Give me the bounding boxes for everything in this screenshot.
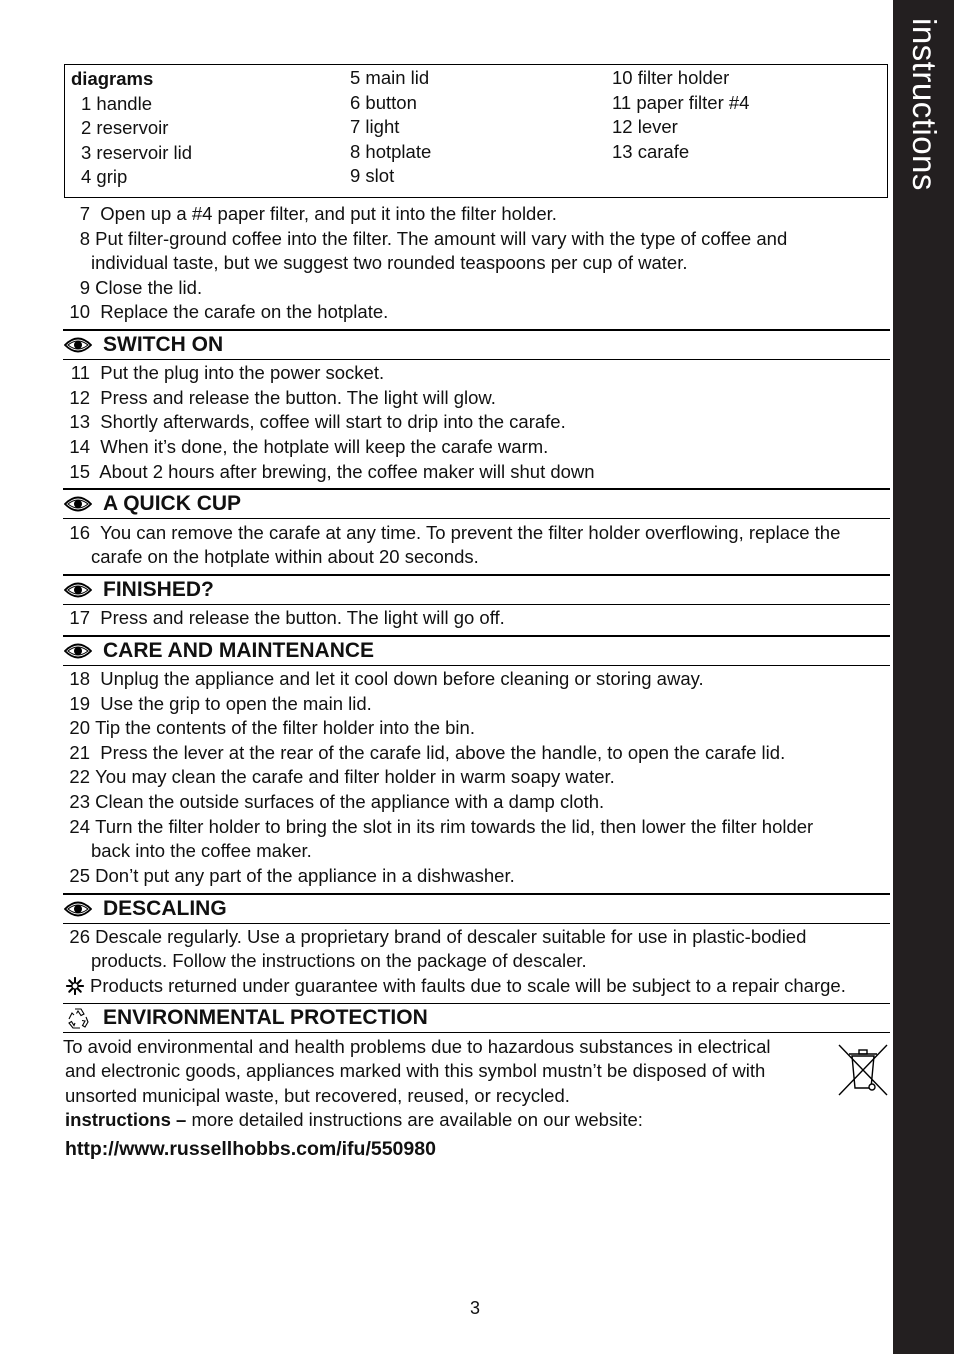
step-item: 13 Shortly afterwards, coffee will start to drip into the carafe. xyxy=(69,411,566,432)
environment-text: and electronic goods, appliances marked with this symbol mustn’t be disposed of with xyxy=(65,1060,766,1081)
section-header-quick-cup xyxy=(63,488,890,519)
diagram-item: 8 hotplate xyxy=(350,140,432,162)
diagram-item: 2 reservoir xyxy=(81,117,169,139)
section-header-descaling xyxy=(63,893,890,924)
section-title: FINISHED? xyxy=(103,578,214,601)
diagram-item: 1 handle xyxy=(81,92,152,114)
eye-icon xyxy=(64,581,92,599)
instructions-note: instructions – more detailed instructions are available on our website: xyxy=(65,1109,643,1130)
diagram-item: 5 main lid xyxy=(350,67,430,88)
step-item: 22 You may clean the carafe and filter holder in warm soapy water. xyxy=(69,766,615,787)
sidebar-label: instructions xyxy=(906,18,943,191)
step-item: 21 Press the lever at the rear of the carafe lid, above the handle, to open the carafe lid. xyxy=(69,742,786,763)
diagram-item: 10 filter holder xyxy=(612,67,730,88)
step-item: 11 Put the plug into the power socket. xyxy=(70,362,385,383)
diagrams-box xyxy=(64,64,888,198)
recycle-icon xyxy=(66,1006,90,1030)
diagram-item: 13 carafe xyxy=(612,140,690,162)
section-title: DESCALING xyxy=(103,897,227,920)
step-item: 19 Use the grip to open the main lid. xyxy=(69,693,372,714)
diagram-item: 12 lever xyxy=(612,116,678,138)
step-item: 15 About 2 hours after brewing, the coffee maker will shut down xyxy=(69,461,595,482)
step-item: 17 Press and release the button. The light will go off. xyxy=(69,607,505,628)
website-link[interactable]: http://www.russellhobbs.com/ifu/550980 xyxy=(65,1138,436,1160)
step-item: 24 Turn the filter holder to bring the slot in its rim towards the lid, then lower the filter holder xyxy=(69,816,814,837)
diagram-item: 9 slot xyxy=(350,165,395,187)
section-title: ENVIRONMENTAL PROTECTION xyxy=(103,1006,428,1029)
step-item: 9 Close the lid. xyxy=(79,277,203,298)
step-continuation: carafe on the hotplate within about 20 seconds. xyxy=(91,546,479,567)
step-item: 10 Replace the carafe on the hotplate. xyxy=(69,301,389,322)
section-header-environment xyxy=(63,1003,890,1033)
step-continuation: individual taste, but we suggest two rounded teaspoons per cup of water. xyxy=(91,252,688,273)
eye-icon xyxy=(64,336,92,354)
step-item: 7 Open up a #4 paper filter, and put it into the filter holder. xyxy=(79,203,557,224)
step-item: 8 Put filter-ground coffee into the filter. The amount will vary with the type of coffee and xyxy=(79,228,788,249)
step-item: 18 Unplug the appliance and let it cool down before cleaning or storing away. xyxy=(69,668,704,689)
environment-text: unsorted municipal waste, but recovered, reused, or recycled. xyxy=(65,1085,570,1106)
section-title: A QUICK CUP xyxy=(103,492,242,515)
section-title: SWITCH ON xyxy=(103,333,224,356)
page-number: 3 xyxy=(470,1298,481,1318)
diagram-item: 11 paper filter #4 xyxy=(612,91,750,113)
diagrams-col-3 xyxy=(612,66,749,164)
step-item: 25 Don’t put any part of the appliance in a dishwasher. xyxy=(69,865,515,886)
section-header-care xyxy=(63,635,890,666)
step-continuation: products. Follow the instructions on the package of descaler. xyxy=(91,950,587,971)
step-item: 14 When it’s done, the hotplate will keep the carafe warm. xyxy=(69,436,549,457)
step-item: 12 Press and release the button. The light will glow. xyxy=(69,387,496,408)
eye-icon xyxy=(64,642,92,660)
section-header-finished xyxy=(63,574,890,605)
warning-note: Products returned under guarantee with faults due to scale will be subject to a repair charge. xyxy=(63,974,846,999)
step-item: 26 Descale regularly. Use a proprietary brand of descaler suitable for use in plastic-bodied xyxy=(69,926,807,947)
step-item: 20 Tip the contents of the filter holder into the bin. xyxy=(69,717,475,738)
step-item: 16 You can remove the carafe at any time. To prevent the filter holder overflowing, replace the xyxy=(69,522,841,543)
environment-text: To avoid environmental and health problems due to hazardous substances in electrical xyxy=(63,1036,771,1057)
diagram-item: 4 grip xyxy=(81,166,128,188)
diagram-item: 3 reservoir lid xyxy=(81,141,193,163)
section-header-switch-on xyxy=(63,329,890,360)
step-continuation: back into the coffee maker. xyxy=(91,840,312,861)
eye-icon xyxy=(64,495,92,513)
diagram-item: 6 button xyxy=(350,91,417,113)
star-warning-icon xyxy=(65,977,85,995)
sidebar-tab xyxy=(893,0,954,1354)
diagrams-col-2 xyxy=(350,66,431,189)
diagram-item: 7 light xyxy=(350,116,400,138)
diagrams-title: diagrams xyxy=(71,68,154,89)
eye-icon xyxy=(64,900,92,918)
step-item: 23 Clean the outside surfaces of the appliance with a damp cloth. xyxy=(69,791,605,812)
diagrams-col-1 xyxy=(71,67,192,190)
crossed-bin-icon xyxy=(838,1044,888,1096)
section-title: CARE AND MAINTENANCE xyxy=(103,639,375,662)
